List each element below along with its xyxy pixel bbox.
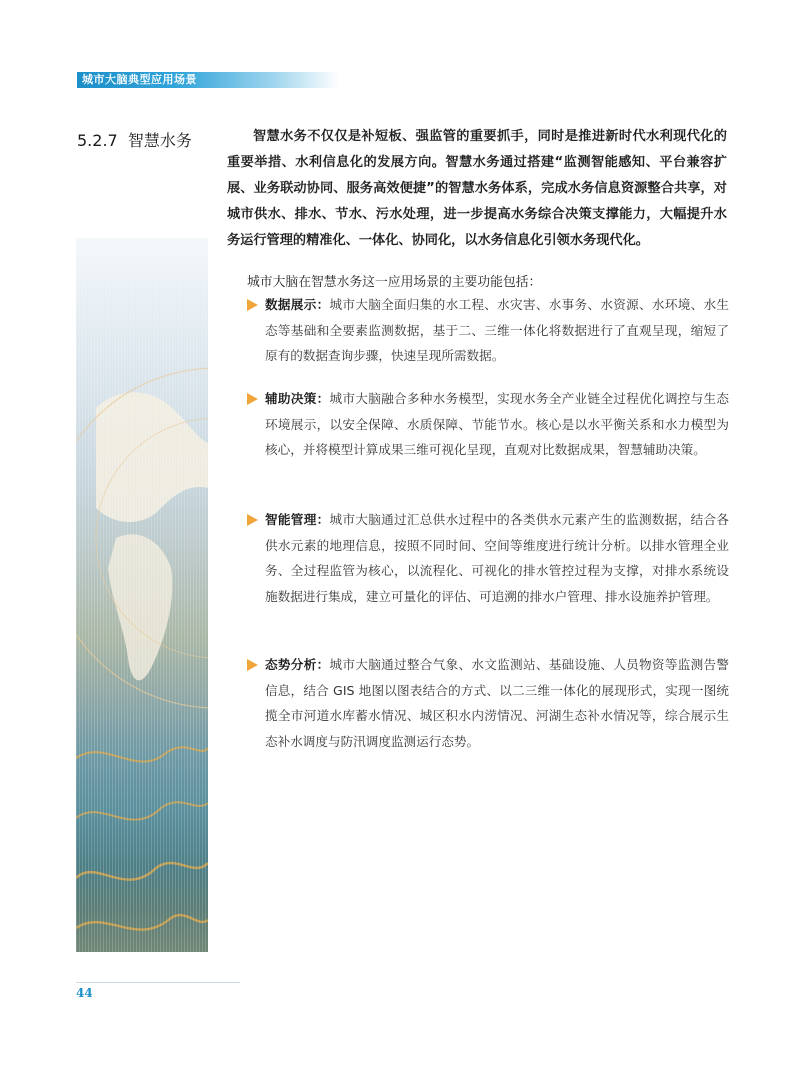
globe-map-illustration [76,238,208,952]
bullet-triangle-icon [247,299,258,311]
section-title: 智慧水务 [127,131,192,150]
bullet-label: 数据展示： [265,297,330,312]
section-number: 5.2.7 [77,131,118,150]
bullet-text: 城市大脑通过汇总供水过程中的各类供水元素产生的监测数据，结合各供水元素的地理信息，按照不同时间、空间等维度进行统计分析。以排水管理全业务、全过程监管为核心，以流程化、可视化的排水管控过程为支撑，对排水系统设施数据进行集成，建立可量化的评估、可追溯的排水户管理、排水设施养护管理。 [265,512,730,604]
bullet-label: 辅助决策： [265,391,330,406]
bullet-triangle-icon [247,393,258,405]
footer-divider [76,982,240,983]
bullet-text: 城市大脑融合多种水务模型，实现水务全产业链全过程优化调控与生态环境展示，以安全保障、水质保障、节能节水。核心是以水平衡关系和水力模型为核心，并将模型计算成果三维可视化呈现，直观对比数据成果，智慧辅助决策。 [265,391,730,457]
section-heading [77,128,192,151]
chapter-title: 城市大脑典型应用场景 [82,73,197,86]
intro-paragraph: 智慧水务不仅仅是补短板、强监管的重要抓手，同时是推进新时代水利现代化的重要举措、水利信息化的发展方向。智慧水务通过搭建“监测智能感知、平台兼容扩展、业务联动协同、服务高效便捷”的智慧水务体系，完成水务信息资源整合共享，对城市供水、排水、节水、污水处理，进一步提高水务综合决策支撑能力，大幅提升水务运行管理的精准化、一体化、协同化，以水务信息化引领水务现代化。 [227,129,727,248]
chapter-header-band [77,72,339,88]
bullet-triangle-icon [247,659,258,671]
bullet-item-smart-management [247,507,729,609]
functions-lead: 城市大脑在智慧水务这一应用场景的主要功能包括： [247,275,542,290]
bullet-item-data-display [247,292,729,369]
bullet-text: 城市大脑全面归集的水工程、水灾害、水事务、水资源、水环境、水生态等基础和全要素监测数据，基于二、三维一体化将数据进行了直观呈现，缩短了原有的数据查询步骤，快速呈现所需数据。 [265,297,730,363]
bullet-item-situation-analysis [247,652,729,754]
bullet-triangle-icon [247,514,258,526]
page-number: 44 [76,986,93,1000]
bullet-label: 态势分析： [265,657,330,672]
decorative-globe-image [76,238,208,952]
bullet-text: 城市大脑通过整合气象、水文监测站、基础设施、人员物资等监测告警信息，结合 GIS 地图以图表结合的方式、以二三维一体化的展现形式，实现一图统揽全市河道水库蓄水情况、城区积水内涝情况、河湖生态补水情况等，综合展示生态补水调度与防汛调度监测运行态势。 [265,657,730,749]
bullet-item-decision-support [247,386,729,463]
bullet-label: 智能管理： [265,512,330,527]
